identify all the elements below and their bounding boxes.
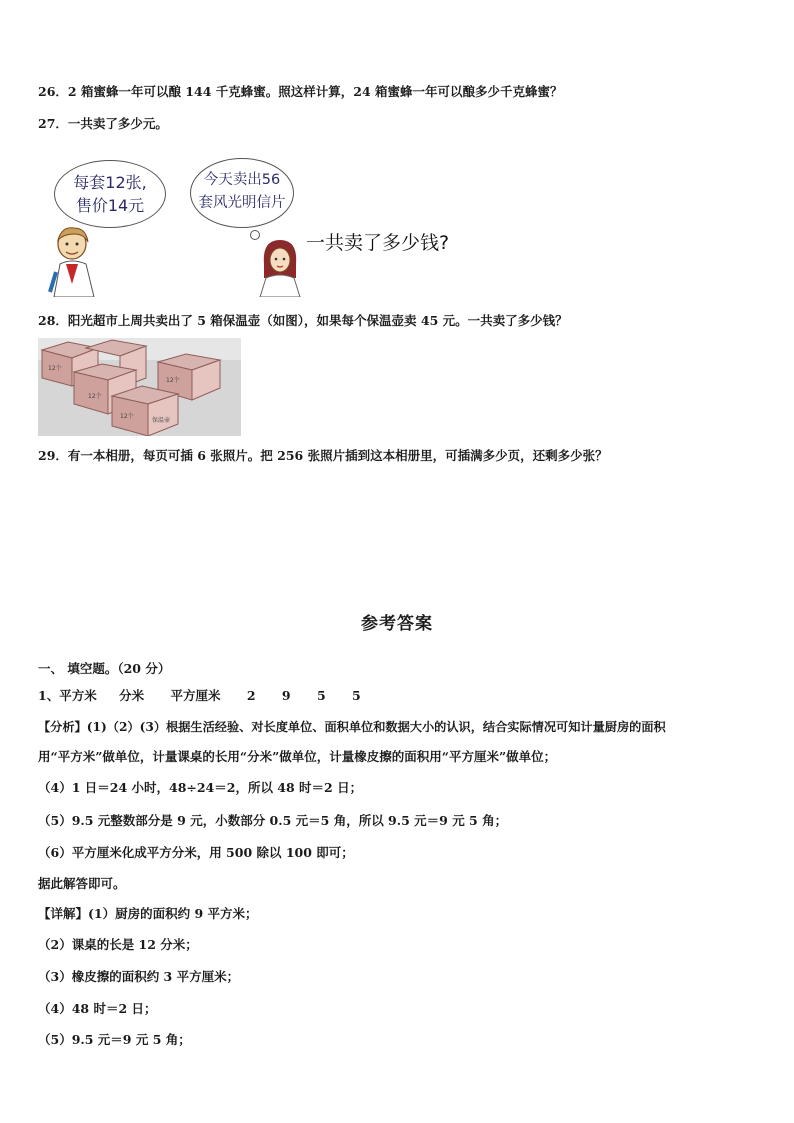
detail-line: 【详解】(1）厨房的面积约 9 平方米；: [38, 906, 258, 921]
box-label: 12个: [166, 377, 180, 384]
answer-1-item: 分米: [119, 688, 145, 703]
analysis-line: 用“平方米”做单位，计量课桌的长用“分米”做单位，计量橡皮擦的面积用“平方厘米”做单位；: [38, 749, 557, 764]
box-label: 12个: [88, 393, 102, 400]
bubble-left-line1: 每套12张,: [73, 173, 147, 192]
illustration-question: 一共卖了多少钱?: [306, 232, 450, 254]
detail-line: （5）9.5 元＝9 元 5 角；: [38, 1032, 191, 1047]
woman-figure-icon: [256, 234, 306, 297]
answer-1-item: 2: [246, 688, 256, 703]
bubble-left-line2: 售价14元: [75, 196, 145, 215]
detail-line: （3）橡皮擦的面积约 3 平方厘米；: [38, 969, 240, 984]
answer-1-item: 1、平方米: [38, 688, 97, 703]
box-label: 12个: [120, 413, 134, 420]
answer-1-item: 5: [352, 688, 361, 703]
analysis-line: （5）9.5 元整数部分是 9 元，小数部分 0.5 元＝5 角，所以 9.5 元＝9 元 5 角；: [38, 813, 508, 828]
illustration-postcards: [38, 152, 458, 297]
analysis-line: 【分析】(1)（2）(3）根据生活经验、对长度单位、面积单位和数据大小的认识，结合实际情况可知计量厨房的面积: [38, 720, 666, 734]
man-figure-icon: [48, 222, 108, 297]
speech-bubble-right: [190, 158, 294, 228]
section1-heading: 一、 填空题。（20 分）: [38, 661, 171, 676]
box-text: 保温壶: [152, 417, 171, 424]
question-26: 26．2 箱蜜蜂一年可以酿 144 千克蜂蜜。照这样计算，24 箱蜜蜂一年可以酿多少千克蜂蜜？: [38, 84, 563, 99]
bubble-right-line2: 套风光明信片: [198, 195, 286, 211]
detail-line: （2）课桌的长是 12 分米；: [38, 937, 198, 952]
question-27: 27．一共卖了多少元。: [38, 116, 168, 131]
analysis-line: （4）1 日＝24 小时，48÷24＝2，所以 48 时＝2 日；: [38, 780, 363, 795]
detail-line: （4）48 时＝2 日；: [38, 1001, 157, 1016]
illustration-boxes: [38, 338, 241, 436]
analysis-line: 据此解答即可。: [38, 876, 126, 891]
answer-1-row: [38, 688, 383, 704]
boxes-image-icon: [38, 338, 241, 436]
box-label: 12个: [48, 365, 62, 372]
analysis-line: （6）平方厘米化成平方分米，用 500 除以 100 即可；: [38, 845, 354, 860]
question-28: 28．阳光超市上周共卖出了 5 箱保温壶（如图），如果每个保温壶卖 45 元。一共卖了多少钱？: [38, 313, 568, 328]
answer-1-item: 9: [281, 688, 291, 703]
answer-1-item: 5: [316, 688, 326, 703]
bubble-right-line1: 今天卖出56: [203, 172, 281, 188]
answer-1-item: 平方厘米: [170, 688, 221, 703]
speech-bubble-left: [54, 160, 166, 228]
answers-title: 参考答案: [361, 614, 433, 634]
question-29: 29．有一本相册，每页可插 6 张照片。把 256 张照片插到这本相册里，可插满多少页，还剩多少张？: [38, 448, 608, 463]
